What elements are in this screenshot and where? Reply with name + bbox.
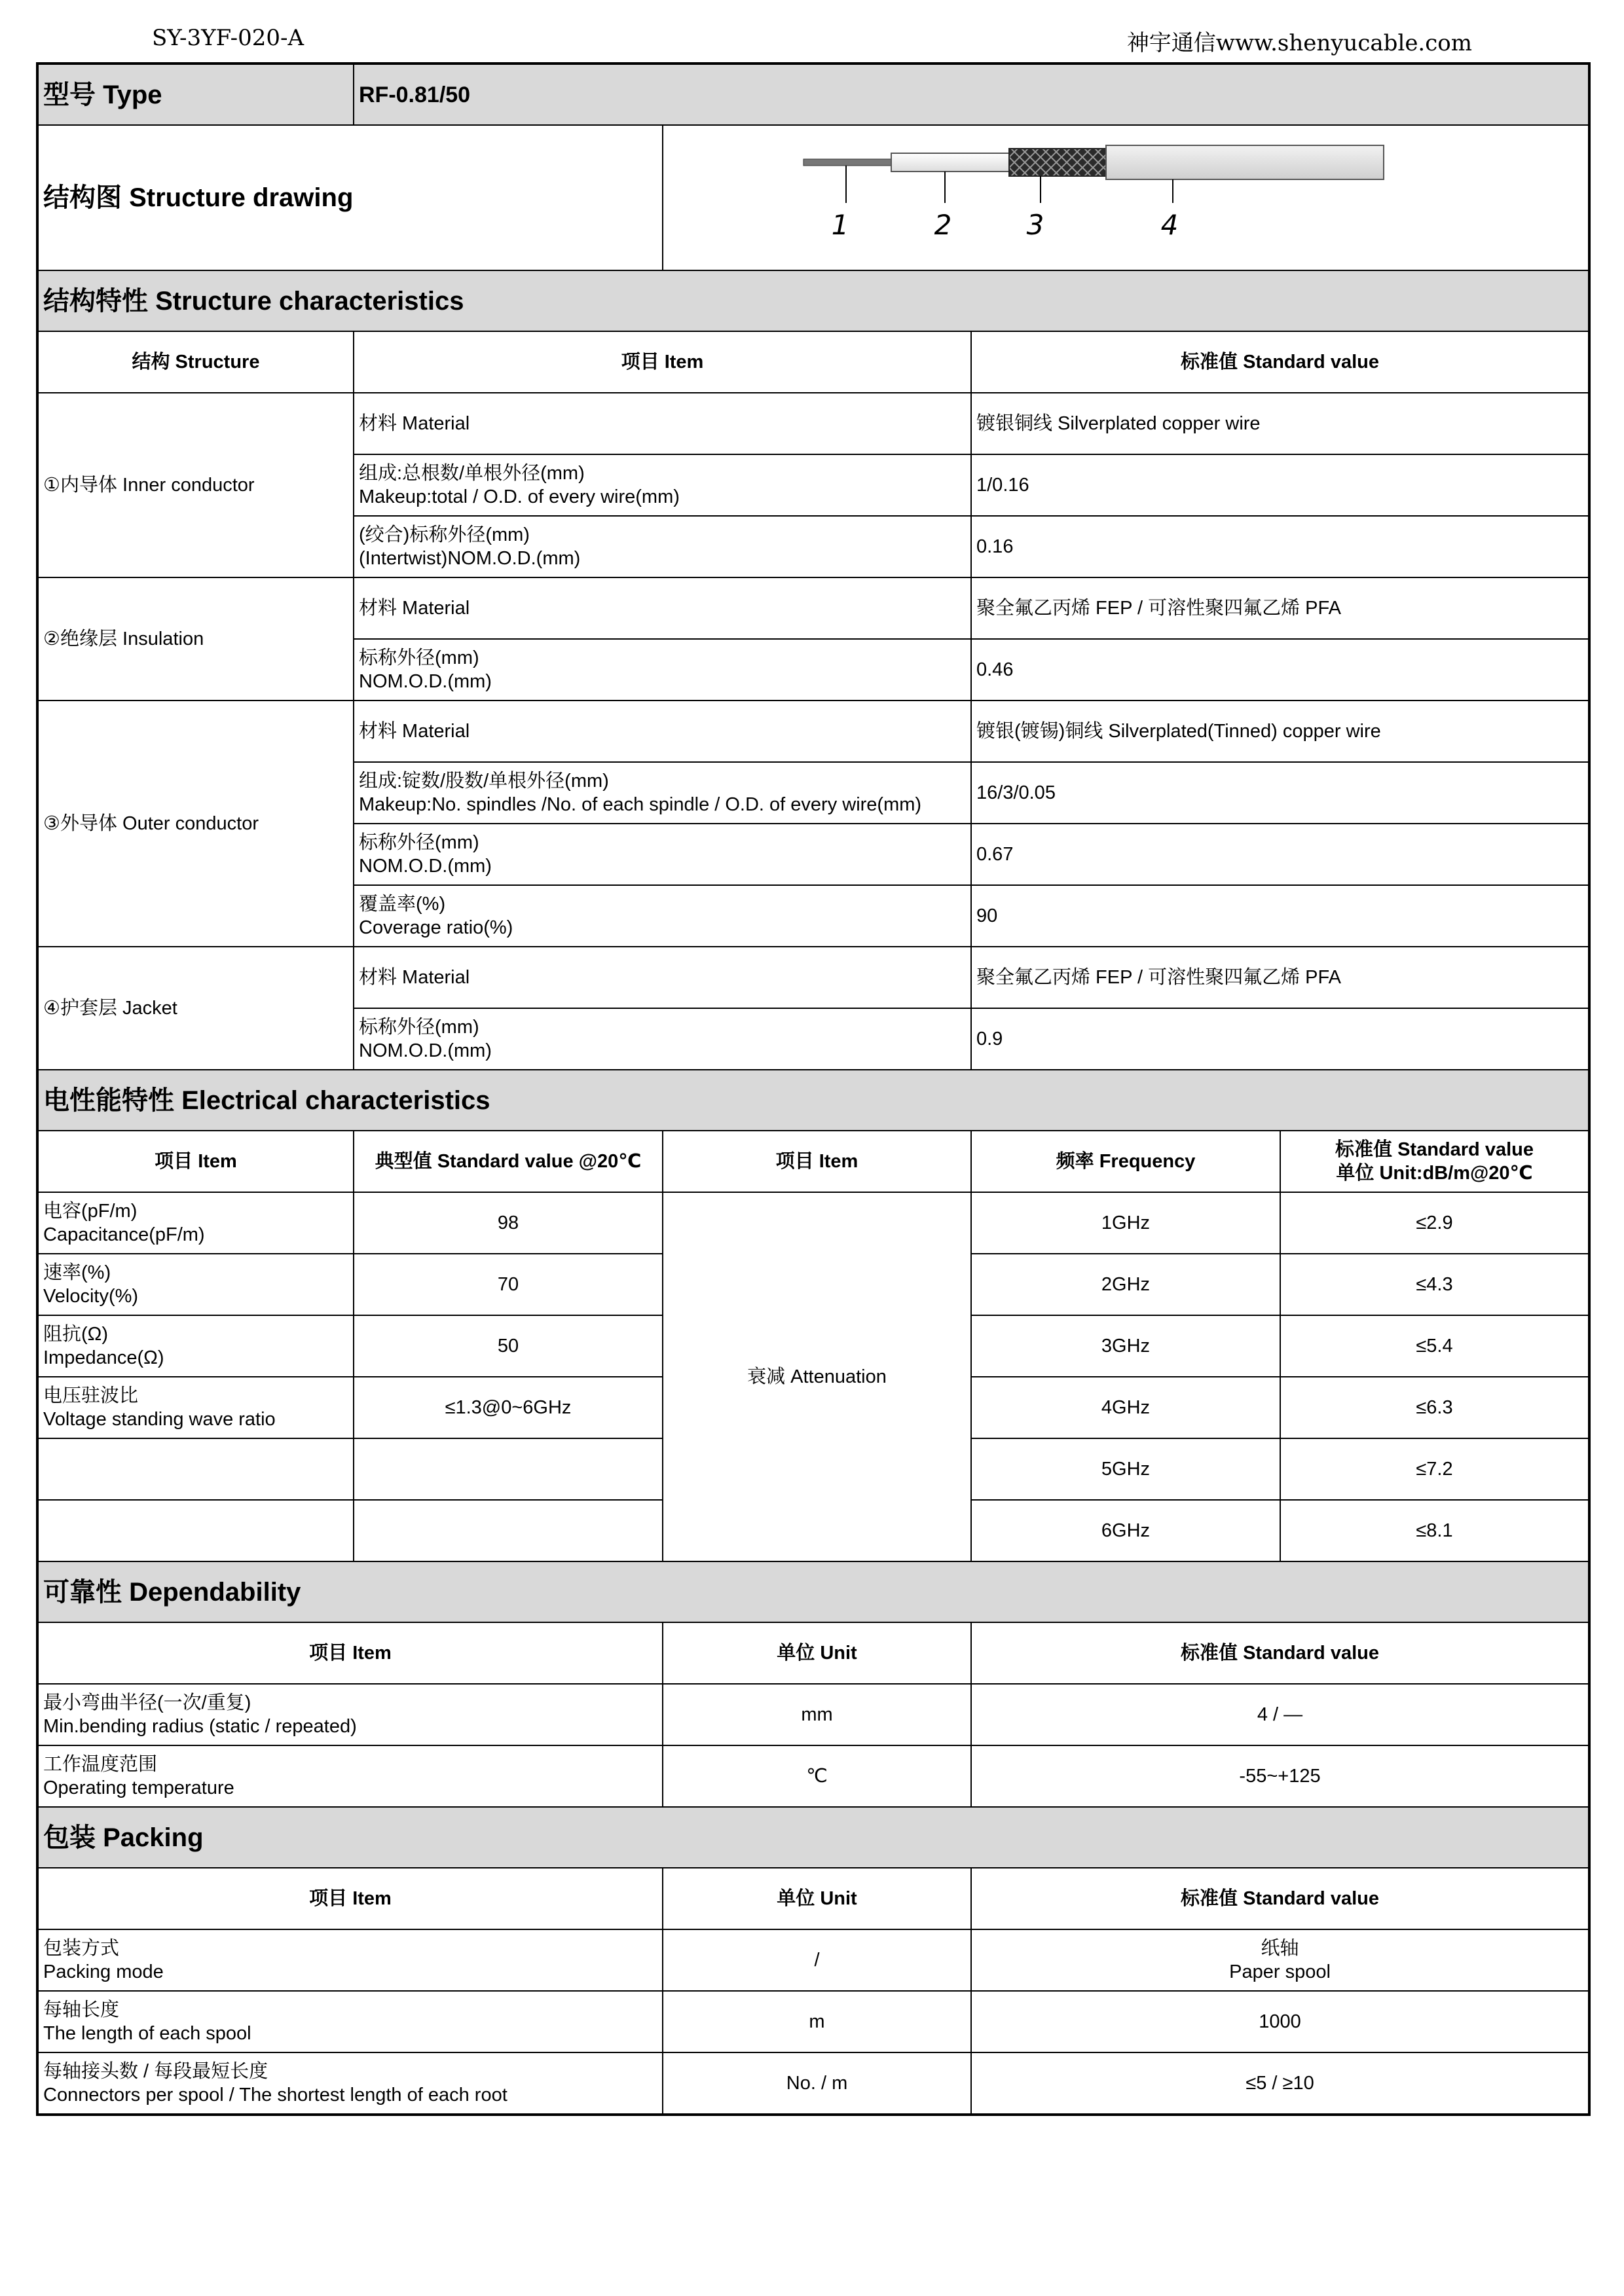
cable-drawing [663, 126, 1587, 264]
item-cell: 包装方式 Packing mode [37, 1929, 663, 1991]
value-cell: 0.46 [971, 639, 1589, 701]
frequency-cell: 1GHz [971, 1192, 1280, 1254]
col-standard-value: 标准值 Standard value [971, 331, 1589, 393]
attenuation-value: ≤8.1 [1280, 1500, 1589, 1561]
attenuation-value: ≤7.2 [1280, 1438, 1589, 1500]
value-cell: ≤1.3@0~6GHz [354, 1377, 663, 1438]
type-row [37, 64, 1589, 125]
unit-cell: mm [663, 1684, 971, 1745]
table-row [37, 1929, 1589, 1991]
section-packing [37, 1807, 1589, 1868]
item-cell: 电压驻波比 Voltage standing wave ratio [37, 1377, 354, 1438]
item-cell: 电容(pF/m) Capacitance(pF/m) [37, 1192, 354, 1254]
table-row [37, 1684, 1589, 1745]
item-cell: 每轴长度 The length of each spool [37, 1991, 663, 2052]
table-row [37, 1192, 1589, 1254]
structure-drawing-row [37, 125, 1589, 270]
type-label: 型号 Type [37, 64, 354, 125]
value-cell: 纸轴 Paper spool [971, 1929, 1589, 1991]
item-cell: (绞合)标称外径(mm) (Intertwist)NOM.O.D.(mm) [354, 516, 971, 577]
value-cell: 98 [354, 1192, 663, 1254]
cable-inner-conductor [803, 159, 893, 166]
company-site: 神宇通信www.shenyucable.com [1126, 30, 1472, 56]
table-row [37, 393, 1589, 454]
table-row [37, 577, 1589, 639]
value-cell: 1/0.16 [971, 454, 1589, 516]
frequency-cell: 4GHz [971, 1377, 1280, 1438]
item-cell: 材料 Material [354, 947, 971, 1008]
col-unit: 单位 Unit [663, 1622, 971, 1684]
unit-cell: / [663, 1929, 971, 1991]
structure-drawing-label: 结构图 Structure drawing [37, 125, 663, 270]
item-cell: 速率(%) Velocity(%) [37, 1254, 354, 1315]
col-unit: 单位 Unit [663, 1868, 971, 1929]
item-cell [37, 1438, 354, 1500]
attenuation-value: ≤5.4 [1280, 1315, 1589, 1377]
callout-1: 1 [831, 209, 849, 241]
frequency-cell: 5GHz [971, 1438, 1280, 1500]
type-value: RF-0.81/50 [354, 64, 1589, 125]
section-title: 电性能特性 Electrical characteristics [37, 1070, 1589, 1131]
item-cell: 材料 Material [354, 393, 971, 454]
value-cell: 0.16 [971, 516, 1589, 577]
col-item: 项目 Item [354, 331, 971, 393]
value-cell: 0.9 [971, 1008, 1589, 1070]
attenuation-label: 衰减 Attenuation [663, 1192, 971, 1561]
dependability-header-row [37, 1622, 1589, 1684]
section-structure [37, 270, 1589, 331]
item-cell: 阻抗(Ω) Impedance(Ω) [37, 1315, 354, 1377]
section-title: 结构特性 Structure characteristics [37, 270, 1589, 331]
cable-insulation [891, 153, 1010, 172]
table-row [37, 947, 1589, 1008]
item-cell [37, 1500, 354, 1561]
item-cell: 覆盖率(%) Coverage ratio(%) [354, 885, 971, 947]
packing-header-row [37, 1868, 1589, 1929]
item-cell: 组成:锭数/股数/单根外径(mm) Makeup:No. spindles /No. of each spindle / O.D. of every wire(mm) [354, 762, 971, 824]
col-item: 项目 Item [37, 1131, 354, 1192]
col-item: 项目 Item [37, 1622, 663, 1684]
frequency-cell: 3GHz [971, 1315, 1280, 1377]
structure-group-name: ②绝缘层 Insulation [37, 577, 354, 701]
section-electrical [37, 1070, 1589, 1131]
section-title: 包装 Packing [37, 1807, 1589, 1868]
structure-header-row [37, 331, 1589, 393]
item-cell: 材料 Material [354, 577, 971, 639]
col-item: 项目 Item [37, 1868, 663, 1929]
value-cell: 0.67 [971, 824, 1589, 885]
value-cell: 70 [354, 1254, 663, 1315]
item-cell: 材料 Material [354, 701, 971, 762]
attenuation-value: ≤4.3 [1280, 1254, 1589, 1315]
section-dependability [37, 1561, 1589, 1622]
callout-3: 3 [1026, 209, 1044, 241]
item-cell: 标称外径(mm) NOM.O.D.(mm) [354, 639, 971, 701]
table-row [37, 1991, 1589, 2052]
table-row [37, 1745, 1589, 1807]
value-cell: 聚全氟乙丙烯 FEP / 可溶性聚四氟乙烯 PFA [971, 577, 1589, 639]
structure-group-name: ④护套层 Jacket [37, 947, 354, 1070]
item-cell: 工作温度范围 Operating temperature [37, 1745, 663, 1807]
attenuation-value: ≤2.9 [1280, 1192, 1589, 1254]
unit-cell: m [663, 1991, 971, 2052]
structure-group-name: ③外导体 Outer conductor [37, 701, 354, 947]
frequency-cell: 6GHz [971, 1500, 1280, 1561]
value-cell: ≤5 / ≥10 [971, 2052, 1589, 2115]
cable-outer-conductor [1009, 149, 1107, 176]
value-cell: 1000 [971, 1991, 1589, 2052]
col-standard-value-unit: 标准值 Standard value 单位 Unit:dB/m@20℃ [1280, 1131, 1589, 1192]
value-cell [354, 1500, 663, 1561]
structure-group-name: ①内导体 Inner conductor [37, 393, 354, 577]
frequency-cell: 2GHz [971, 1254, 1280, 1315]
electrical-header-row [37, 1131, 1589, 1192]
table-row [37, 2052, 1589, 2115]
col-standard-value: 标准值 Standard value [971, 1622, 1589, 1684]
col-item-2: 项目 Item [663, 1131, 971, 1192]
unit-cell: No. / m [663, 2052, 971, 2115]
item-cell: 每轴接头数 / 每段最短长度 Connectors per spool / The shortest length of each root [37, 2052, 663, 2115]
value-cell [354, 1438, 663, 1500]
item-cell: 标称外径(mm) NOM.O.D.(mm) [354, 1008, 971, 1070]
col-structure: 结构 Structure [37, 331, 354, 393]
attenuation-value: ≤6.3 [1280, 1377, 1589, 1438]
value-cell: -55~+125 [971, 1745, 1589, 1807]
spec-sheet [36, 62, 1591, 2116]
value-cell: 4 / — [971, 1684, 1589, 1745]
unit-cell: ℃ [663, 1745, 971, 1807]
value-cell: 50 [354, 1315, 663, 1377]
col-frequency: 频率 Frequency [971, 1131, 1280, 1192]
col-typical-value: 典型值 Standard value @20℃ [354, 1131, 663, 1192]
callout-4: 4 [1160, 209, 1179, 241]
value-cell: 聚全氟乙丙烯 FEP / 可溶性聚四氟乙烯 PFA [971, 947, 1589, 1008]
section-title: 可靠性 Dependability [37, 1561, 1589, 1622]
structure-drawing-cell [663, 125, 1589, 270]
cable-jacket [1106, 145, 1384, 179]
value-cell: 镀银(镀锡)铜线 Silverplated(Tinned) copper wire [971, 701, 1589, 762]
item-cell: 最小弯曲半径(一次/重复) Min.bending radius (static / repeated) [37, 1684, 663, 1745]
doc-code: SY-3YF-020-A [152, 25, 304, 51]
value-cell: 16/3/0.05 [971, 762, 1589, 824]
item-cell: 标称外径(mm) NOM.O.D.(mm) [354, 824, 971, 885]
value-cell: 镀银铜线 Silverplated copper wire [971, 393, 1589, 454]
callout-2: 2 [934, 209, 952, 241]
col-standard-value: 标准值 Standard value [971, 1868, 1589, 1929]
value-cell: 90 [971, 885, 1589, 947]
item-cell: 组成:总根数/单根外径(mm) Makeup:total / O.D. of every wire(mm) [354, 454, 971, 516]
table-row [37, 701, 1589, 762]
